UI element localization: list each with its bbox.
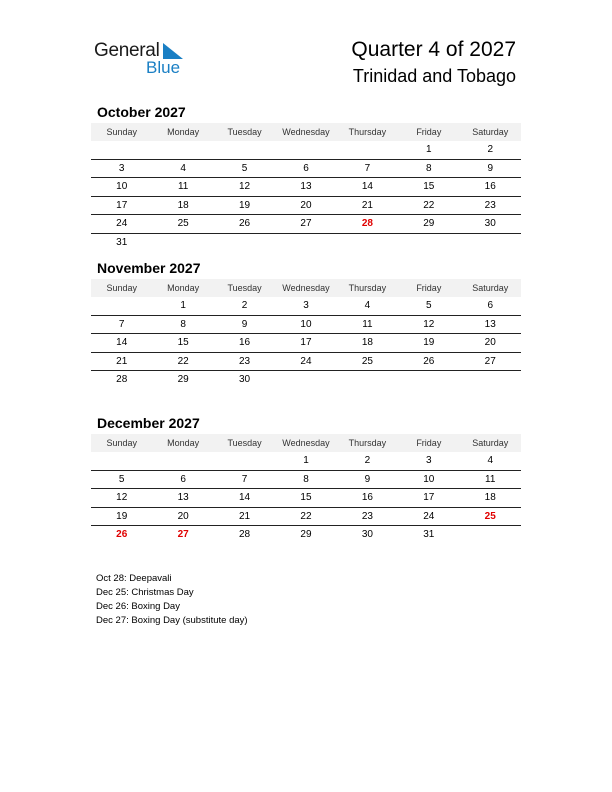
day-cell: 1	[303, 455, 309, 466]
day-cell: 19	[423, 337, 435, 348]
weekday-label: Saturday	[472, 127, 509, 137]
day-cell: 5	[118, 473, 125, 485]
day-cell: 18	[484, 492, 496, 503]
day-cell: 21	[361, 199, 373, 211]
week-row	[91, 197, 521, 216]
day-cell	[214, 141, 275, 159]
holiday-note: Oct 28: Deepavali	[96, 573, 172, 584]
weekday-label: Saturday	[472, 283, 509, 293]
day-cell: 19	[116, 510, 128, 522]
day-cell: 20	[484, 337, 496, 348]
day-cell	[398, 371, 459, 389]
day-cell: 14	[238, 492, 251, 503]
holiday-notes	[96, 572, 248, 628]
day-cell: 11	[177, 181, 189, 192]
holiday-day-cell: 27	[177, 529, 189, 540]
day-cell: 13	[300, 181, 312, 192]
day-cell: 3	[426, 455, 432, 466]
day-cell	[152, 141, 213, 159]
weekday-label: Tuesday	[227, 127, 262, 137]
day-cell: 6	[487, 300, 494, 311]
day-cell: 16	[361, 492, 373, 503]
week-row	[91, 215, 521, 234]
holiday-day-cell: 28	[361, 218, 373, 229]
day-cell: 18	[361, 337, 373, 348]
day-cell: 21	[116, 355, 128, 367]
day-cell: 22	[177, 355, 189, 367]
day-cell: 31	[116, 236, 128, 248]
weekday-label: Saturday	[472, 438, 509, 448]
week-row	[91, 471, 521, 490]
week-row	[91, 526, 521, 544]
week-row	[91, 297, 521, 316]
day-cell	[337, 234, 398, 252]
day-cell: 24	[116, 218, 128, 229]
holiday-day-cell: 25	[484, 510, 496, 522]
weekday-label: Sunday	[106, 438, 137, 448]
day-cell	[275, 371, 336, 389]
day-cell: 17	[300, 337, 312, 348]
weekday-label: Friday	[416, 127, 442, 137]
weekday-label: Monday	[167, 127, 200, 137]
day-cell: 3	[118, 162, 125, 174]
day-cell: 5	[426, 300, 432, 311]
day-cell	[337, 141, 398, 159]
day-cell	[398, 234, 459, 252]
day-cell: 21	[238, 510, 251, 522]
day-cell: 16	[484, 181, 496, 192]
day-cell: 12	[423, 318, 435, 330]
weekday-label: Wednesday	[282, 438, 330, 448]
day-cell: 9	[241, 318, 248, 330]
weekday-label: Sunday	[106, 283, 137, 293]
day-cell: 5	[241, 162, 248, 174]
weekday-label: Tuesday	[227, 283, 262, 293]
holiday-note: Dec 27: Boxing Day (substitute day)	[96, 615, 248, 626]
calendar-grid	[91, 434, 521, 544]
week-row	[91, 353, 521, 372]
day-cell: 30	[361, 529, 373, 540]
month-title: October 2027	[97, 104, 186, 120]
day-cell: 18	[177, 199, 189, 211]
day-cell: 20	[300, 199, 312, 211]
month-october	[91, 103, 521, 251]
month-title: December 2027	[97, 415, 200, 431]
day-cell: 17	[423, 492, 435, 503]
week-row	[91, 334, 521, 353]
weekday-label: Monday	[167, 438, 200, 448]
day-cell: 6	[180, 473, 186, 485]
day-cell	[337, 371, 398, 389]
week-row	[91, 489, 521, 508]
day-cell: 7	[364, 162, 371, 174]
month-title: November 2027	[97, 260, 201, 276]
holiday-note: Dec 26: Boxing Day	[96, 601, 180, 612]
day-cell: 13	[177, 492, 189, 503]
weekday-label: Monday	[167, 283, 200, 293]
weekday-label: Friday	[416, 283, 442, 293]
day-cell: 23	[361, 510, 373, 522]
day-cell: 16	[238, 337, 251, 348]
day-cell: 11	[362, 318, 373, 330]
day-cell: 2	[487, 144, 494, 155]
weekday-label: Wednesday	[282, 283, 330, 293]
week-row	[91, 141, 521, 160]
day-cell: 24	[423, 510, 435, 522]
day-cell: 26	[238, 218, 251, 229]
day-cell: 28	[238, 529, 251, 540]
day-cell: 6	[303, 162, 309, 174]
day-cell	[275, 141, 336, 159]
day-cell: 30	[484, 218, 496, 229]
week-row	[91, 371, 521, 389]
day-cell: 8	[303, 473, 309, 485]
day-cell: 28	[116, 374, 128, 385]
logo-triangle-icon	[163, 43, 183, 59]
day-cell: 11	[485, 473, 496, 485]
day-cell: 23	[484, 199, 496, 211]
day-cell: 10	[423, 473, 435, 485]
logo	[94, 40, 194, 80]
day-cell: 8	[180, 318, 186, 330]
day-cell: 7	[241, 473, 248, 485]
day-cell: 26	[423, 355, 435, 367]
weekday-label: Thursday	[348, 438, 387, 448]
day-cell: 22	[300, 510, 312, 522]
weekday-label: Tuesday	[227, 438, 262, 448]
day-cell	[275, 234, 336, 252]
day-cell: 15	[300, 492, 312, 503]
weekday-header-row	[91, 434, 521, 452]
day-cell: 25	[177, 218, 189, 229]
day-cell: 12	[238, 181, 251, 192]
week-row	[91, 452, 521, 471]
month-december	[91, 414, 521, 544]
logo-blue-text: Blue	[146, 58, 181, 77]
day-cell	[460, 234, 521, 252]
day-cell: 4	[364, 300, 371, 311]
weekday-header-row	[91, 123, 521, 141]
day-cell: 29	[177, 374, 189, 385]
logo-general-text: General	[94, 40, 160, 61]
day-cell	[460, 526, 521, 544]
month-november	[91, 259, 521, 389]
day-cell: 27	[484, 355, 496, 367]
calendar-grid	[91, 279, 521, 389]
calendar-grid	[91, 123, 521, 251]
day-cell: 15	[177, 337, 189, 348]
weekday-label: Thursday	[348, 127, 387, 137]
day-cell	[460, 371, 521, 389]
week-row	[91, 160, 521, 179]
day-cell: 25	[361, 355, 373, 367]
week-row	[91, 316, 521, 335]
day-cell: 20	[177, 510, 189, 522]
day-cell: 14	[361, 181, 373, 192]
holiday-note: Dec 25: Christmas Day	[96, 587, 194, 598]
day-cell: 27	[300, 218, 312, 229]
week-row	[91, 508, 521, 527]
day-cell: 29	[300, 529, 312, 540]
day-cell: 10	[116, 181, 128, 192]
day-cell: 1	[426, 144, 432, 155]
day-cell	[214, 452, 275, 470]
page-subtitle: Trinidad and Tobago	[352, 66, 516, 86]
weekday-label: Friday	[416, 438, 442, 448]
day-cell: 19	[238, 199, 251, 211]
weekday-label: Sunday	[106, 127, 137, 137]
day-cell	[91, 141, 152, 159]
day-cell: 4	[180, 162, 186, 174]
day-cell: 23	[238, 355, 251, 367]
day-cell: 24	[300, 355, 312, 367]
day-cell: 22	[423, 199, 435, 211]
day-cell: 15	[423, 181, 435, 192]
day-cell: 29	[423, 218, 435, 229]
day-cell: 31	[423, 529, 435, 540]
day-cell: 13	[484, 318, 496, 330]
day-cell: 3	[303, 300, 309, 311]
week-row	[91, 234, 521, 252]
day-cell: 4	[487, 455, 494, 466]
day-cell: 30	[238, 374, 251, 385]
day-cell: 9	[487, 162, 494, 174]
day-cell: 14	[116, 337, 128, 348]
day-cell: 10	[300, 318, 312, 330]
day-cell: 9	[364, 473, 371, 485]
weekday-header-row	[91, 279, 521, 297]
day-cell	[214, 234, 275, 252]
day-cell	[152, 452, 213, 470]
day-cell: 8	[426, 162, 432, 174]
day-cell: 1	[180, 300, 186, 311]
day-cell	[91, 452, 152, 470]
day-cell	[152, 234, 213, 252]
day-cell: 7	[118, 318, 125, 330]
day-cell: 17	[116, 199, 128, 211]
page-title: Quarter 4 of 2027	[351, 38, 516, 61]
day-cell	[91, 297, 152, 315]
weekday-label: Wednesday	[282, 127, 330, 137]
day-cell: 2	[241, 300, 248, 311]
holiday-day-cell: 26	[116, 529, 128, 540]
week-row	[91, 178, 521, 197]
day-cell: 2	[364, 455, 371, 466]
weekday-label: Thursday	[348, 283, 387, 293]
day-cell: 12	[116, 492, 128, 503]
